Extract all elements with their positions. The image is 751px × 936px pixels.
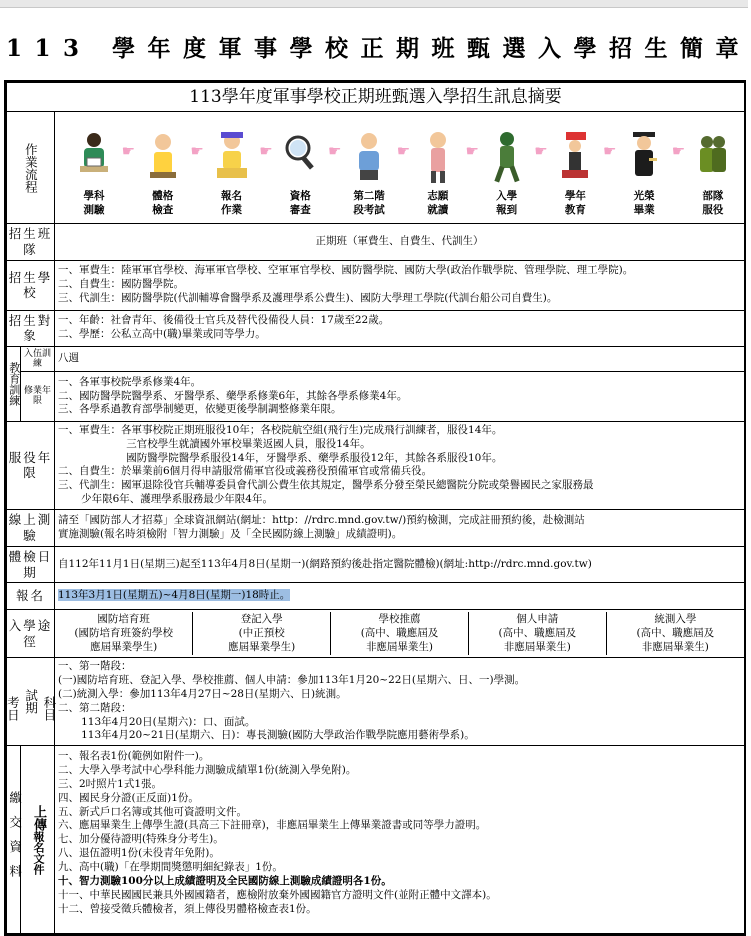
flow-arrow-icon: ☛ [396, 142, 411, 161]
registration-cell [55, 583, 745, 610]
route-desc1: (中正預校 [238, 626, 285, 639]
route-desc1: (高中、職應屆及 [498, 626, 577, 639]
route-desc2: 應屆畢業學生) [90, 640, 158, 653]
document-item: 七、加分優待證明(特殊身分考生)。 [58, 833, 224, 846]
service-label: 服役年限 [7, 421, 55, 509]
documents-outer-label-cell [7, 746, 21, 934]
education-entry-row [7, 346, 745, 371]
study-line: 一、各軍事校院學系修業4年。 [58, 375, 202, 388]
exam-label-col: 科目 [41, 696, 57, 722]
exam-line: 一、第一階段： [58, 660, 132, 673]
route-desc1: (高中、職應屆及 [360, 626, 439, 639]
exam-line: 113年4月20日(星期六)：口、面試。 [81, 715, 256, 728]
document-item: 十二、曾接受徵兵體檢者，須上傳役男體格檢查表1份。 [58, 902, 317, 915]
documents-inner-label-em: 上傳 [30, 804, 46, 831]
route-desc2: 應屆畢業學生) [228, 640, 296, 653]
online-test-text [55, 509, 745, 546]
flow-cell [55, 112, 745, 224]
team-row [7, 224, 745, 260]
route-desc2: 非應屆畢業生) [365, 640, 434, 653]
graduation-icon [625, 128, 663, 188]
study-line: 三、各學系過教育部學制變更，依變更後學制調整修業年限。 [58, 403, 342, 416]
physical-label: 體檢日期 [7, 546, 55, 582]
physical-exam-icon [144, 128, 182, 188]
flow-step-label-line: 審查 [289, 203, 311, 216]
enroll-icon [488, 128, 526, 188]
route-desc1: (高中、職應屆及 [636, 626, 715, 639]
route-desc1: (國防培育班簽約學校 [74, 626, 173, 639]
education-icon [556, 128, 594, 188]
schools-line: 三、代訓生：國防醫學院(代訓輔導會醫學系及護理學系公費生)、國防大學理工學院(代訓台船公司自費生)。 [58, 292, 558, 305]
summary-title: 113學年度軍事學校正期班甄選入學招生訊息摘要 [7, 83, 745, 112]
route-name: 國防培育班 [97, 613, 150, 626]
flow-step-label-line: 光榮 [633, 190, 655, 203]
route-name: 個人申請 [516, 613, 559, 626]
flow-step-label-line: 報名 [221, 190, 243, 203]
route-item [331, 612, 469, 655]
service-text [55, 421, 745, 509]
flow-step-label-line: 體格 [152, 190, 174, 203]
flow-arrow-icon: ☛ [259, 142, 273, 161]
schools-text [55, 260, 745, 310]
exam-label-cell [7, 658, 55, 746]
soldiers-icon [694, 128, 732, 188]
online-test-line: 實施測驗(報名時須檢附「智力測驗」及「全民國防線上測驗」成績證明)。 [58, 527, 403, 540]
route-item [468, 612, 606, 655]
exam-label-col: 考日 [5, 696, 21, 722]
document-item: 一、報名表1份(範例如附件一)。 [58, 750, 210, 763]
target-line: 一、年齡：社會青年、後備役士官兵及替代役備役人員：17歲至22歲。 [58, 314, 390, 327]
flow-step-label-line: 資格 [289, 190, 311, 203]
target-text [55, 310, 745, 346]
online-test-row [7, 509, 745, 546]
exam-line: (二)統測入學：參加113年4月27日~28日(星期六、日)統測。 [58, 687, 347, 700]
student-writing-icon [75, 128, 113, 188]
route-item [193, 612, 331, 655]
flow-step-label-line: 測驗 [83, 203, 105, 216]
routes-row [7, 610, 745, 658]
summary-header-row [7, 83, 745, 112]
flow-step-label-line: 入學 [496, 190, 518, 203]
flow-step-label [634, 190, 655, 217]
flow-step [69, 128, 119, 217]
exam-text [55, 658, 745, 746]
flow-step [138, 128, 188, 217]
routes-cell [55, 610, 745, 658]
exam-line: 二、第二階段： [58, 701, 132, 714]
study-line: 二、國防醫學院醫學系、牙醫學系、藥學系修業6年，其餘各學系修業4年。 [58, 389, 408, 402]
flow-step-label-line: 志願 [427, 190, 449, 203]
physical-text: 自112年11月1日(星期三)起至113年4月8日(星期一)(網路預約後赴指定醫院體檢)(網址:http://rdrc.mnd.gov.tw) [55, 546, 745, 582]
flow-step-label-line: 作業 [221, 203, 243, 216]
service-line: 三官校學生就讀國外軍校畢業返國人員，服役14年。 [126, 437, 371, 450]
flow-step-label-line: 第二階 [353, 190, 385, 203]
window-top-bar [0, 0, 748, 8]
flow-arrow-icon: ☛ [190, 142, 204, 161]
flow-arrow-icon: ☛ [534, 142, 548, 161]
document-item: 九、高中(職)「在學期間獎懲明細紀錄表」1份。 [58, 861, 283, 874]
flow-step [482, 128, 532, 217]
service-line: 三、代訓生：國軍退除役官兵輔導委員會代訓公費生依其規定，醫學系分發至榮民總醫院分院或榮譽國民之家服務最 [58, 479, 594, 492]
registration-icon [213, 128, 251, 188]
documents-inner-label-text: 報名文件 [31, 830, 45, 875]
flow-step-label [353, 190, 385, 217]
summary-table [6, 82, 745, 934]
flow-step-label-line: 學年 [564, 190, 586, 203]
schools-label: 招生學校 [7, 260, 55, 310]
flow-step [413, 128, 463, 217]
documents-text [55, 746, 745, 934]
flow-arrow-icon: ☛ [465, 142, 479, 161]
document-item: 八、退伍證明1份(未役青年免附)。 [58, 847, 220, 860]
document-item: 六、應屆畢業生上傳學生證(具高三下註冊章)，非應屆畢業生上傳畢業證書或同等學力證明。 [58, 819, 487, 832]
flow-step [688, 128, 738, 217]
team-text: 正期班（軍費生、自費生、代訓生） [55, 224, 745, 260]
flow-step [344, 128, 394, 217]
service-line: 一、軍費生：各軍事校院正期班服役10年；各校院航空組(飛行生)完成飛行訓練者，服役14年。 [58, 423, 503, 436]
exam-line: 113年4月20~21日(星期六、日)：專長測驗(國防大學政治作戰學院應用藝術學系)。 [81, 729, 475, 742]
target-line: 二、學歷：公私立高中(職)畢業或同等學力。 [58, 328, 266, 341]
target-row [7, 310, 745, 346]
route-item [606, 612, 744, 655]
flow-step-label-line: 報到 [496, 203, 518, 216]
documents-row [7, 746, 745, 934]
schools-line: 二、自費生：國防醫學院。 [58, 278, 184, 291]
route-item [55, 612, 193, 655]
education-entry-text: 八週 [55, 346, 745, 371]
flow-step-label-line: 學科 [83, 190, 105, 203]
education-entry-label: 入伍訓練 [21, 346, 55, 371]
flow-label-cell [7, 112, 55, 224]
document-item: 五、新式戶口名簿或其他可資證明文件。 [58, 805, 247, 818]
schools-row [7, 260, 745, 310]
flow-step-label-line: 部隊 [702, 190, 724, 203]
route-desc2: 非應屆畢業生) [503, 640, 571, 653]
online-test-label: 線上測驗 [7, 509, 55, 546]
education-outer-label: 教育訓練 [7, 361, 21, 406]
flow-step [207, 128, 257, 217]
documents-inner-label-cell [21, 746, 55, 934]
registration-row [7, 583, 745, 610]
documents-inner-label [30, 805, 45, 875]
document-item: 十一、中華民國國民兼具外國國籍者，應檢附放棄外國國籍官方證明文件(並附正體中文譯本)。 [58, 888, 497, 901]
document-title: 113 學年度軍事學校正期班甄選入學招生簡章 [6, 35, 751, 62]
flow-step-label [290, 190, 311, 217]
flow-step-label-line: 檢查 [152, 203, 174, 216]
flow-step [619, 128, 669, 217]
flow-step-label [496, 190, 517, 217]
flow-step-label [702, 190, 723, 217]
flow-step-label-line: 教育 [564, 203, 586, 216]
team-label: 招生班隊 [7, 224, 55, 260]
document-item: 三、2吋照片1式1張。 [58, 777, 163, 790]
flow-step-label-line: 服役 [702, 203, 724, 216]
flow-step-label [152, 190, 173, 217]
flow-arrow-icon: ☛ [603, 142, 617, 161]
target-label: 招生對象 [7, 310, 55, 346]
registration-label: 報名 [7, 583, 55, 610]
flow-step [275, 128, 325, 217]
flow-step-label-line: 畢業 [633, 203, 655, 216]
routes-table [55, 612, 744, 655]
documents-outer-label: 繳交資料 [7, 790, 23, 889]
physical-row [7, 546, 745, 582]
routes-list [55, 612, 744, 655]
service-line: 國防醫學院醫學系服役14年，牙醫學系、藥學系服役12年，其餘各系服役10年。 [126, 451, 503, 464]
education-study-row [7, 371, 745, 421]
education-study-label: 修業年限 [21, 371, 55, 421]
flow-step-label-line: 就讀 [427, 203, 449, 216]
flow-step [550, 128, 600, 217]
document-item: 四、國民身分證(正反面)1份。 [58, 791, 199, 804]
service-row [7, 421, 745, 509]
route-desc2: 非應屆畢業生) [641, 640, 709, 653]
flow-row [7, 112, 745, 224]
magnifier-review-icon [281, 128, 319, 188]
choice-icon [419, 128, 457, 188]
route-name: 統測入學 [654, 613, 697, 626]
education-outer-label-cell [7, 346, 21, 421]
interview-icon [350, 128, 388, 188]
flow-step-label-line: 段考試 [353, 203, 385, 216]
exam-line: (一)國防培育班、登記入學、學校推薦、個人申請：參加113年1月20~22日(星期六、日、一)學測。 [58, 673, 526, 686]
flow-step-label [427, 190, 448, 217]
flow-step-label [221, 190, 242, 217]
service-line: 二、自費生：於畢業前6個月得申請服常備軍官役或義務役預備軍官或常備兵役。 [58, 465, 433, 478]
route-name: 學校推薦 [378, 613, 421, 626]
summary-table-frame [4, 80, 746, 936]
exam-label-col: 試期 [23, 689, 39, 715]
route-name: 登記入學 [240, 613, 283, 626]
online-test-line: 請至「國防部人才招募」全球資訊網站(網址：http：//rdrc.mnd.gov.tw/)預約檢測，完成註冊預約後，赴檢測站 [58, 514, 585, 527]
flow-arrow-icon: ☛ [121, 142, 136, 161]
registration-text: 113年3月1日(星期五)~4月8日(星期一)18時止。 [58, 589, 291, 602]
schools-line: 一、軍費生：陸軍軍官學校、海軍軍官學校、空軍軍官學校、國防醫學院、國防大學(政治作戰學院、管理學院、理工學院)。 [58, 264, 634, 277]
exam-row [7, 658, 745, 746]
flow-arrow-icon: ☛ [327, 142, 342, 161]
exam-label [5, 682, 57, 722]
education-study-text [55, 371, 745, 421]
flow-step-label [84, 190, 105, 217]
flow-step-label [565, 190, 586, 217]
document-item: 十、智力測驗100分以上成績證明及全民國防線上測驗成績證明各1份。 [58, 874, 392, 887]
document-item: 二、大學入學考試中心學科能力測驗成績單1份(統測入學免附)。 [58, 764, 357, 777]
service-line: 少年限6年、護理學系服務最少年限4年。 [81, 493, 273, 506]
flow-label: 作業流程 [23, 142, 39, 193]
flow-steps [55, 115, 744, 221]
flow-arrow-icon: ☛ [671, 142, 686, 161]
routes-label: 入學途徑 [7, 610, 55, 658]
